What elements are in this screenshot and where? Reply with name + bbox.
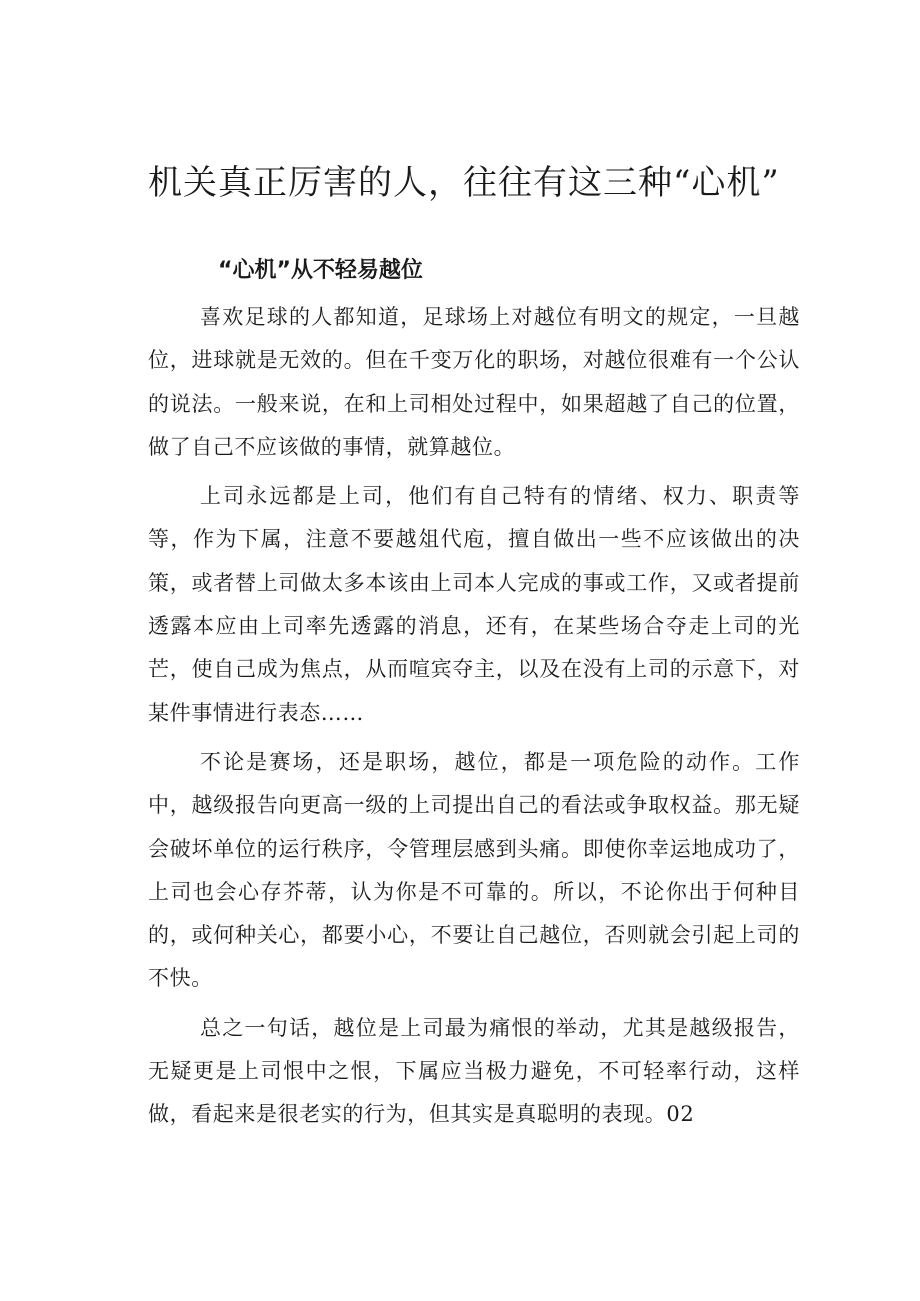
paragraph-2: 上司永远都是上司，他们有自己特有的情绪、权力、职责等等，作为下属，注意不要越俎代庖，擅自做出一些不应该做出的决策，或者替上司做太多本该由上司本人完成的事或工作，又或者提前透露本应由上司率先透露的消息，还有，在某些场合夺走上司的光芒，使自己成为焦点，从而喧宾夺主，以及在没有上司的示意下，对某件事情进行表态…… <box>148 484 800 725</box>
paragraph-1: 喜欢足球的人都知道，足球场上对越位有明文的规定，一旦越位，进球就是无效的。但在千变万化的职场，对越位很难有一个公认的说法。一般来说，在和上司相处过程中，如果超越了自己的位置，做了自己不应该做的事情，就算越位。 <box>148 305 800 459</box>
section-heading: “心机”从不轻易越位 <box>218 258 423 283</box>
paragraph-4: 总之一句话，越位是上司最为痛恨的举动，尤其是越级报告，无疑更是上司恨中之恨，下属应当极力避免，不可轻率行动，这样做，看起来是很老实的行为，但其实是真聪明的表现。02 <box>148 1015 800 1127</box>
document-title: 机关真正厉害的人，往往有这三种“心机” <box>148 163 780 203</box>
document-body <box>148 296 800 1143</box>
paragraph-3: 不论是赛场，还是职场，越位，都是一项危险的动作。工作中，越级报告向更高一级的上司提出自己的看法或争取权益。那无疑会破坏单位的运行秩序，令管理层感到头痛。即使你幸运地成功了，上司也会心存芥蒂，认为你是不可靠的。所以，不论你出于何种目的，或何种关心，都要小心，不要让自己越位，否则就会引起上司的不快。 <box>148 749 800 991</box>
